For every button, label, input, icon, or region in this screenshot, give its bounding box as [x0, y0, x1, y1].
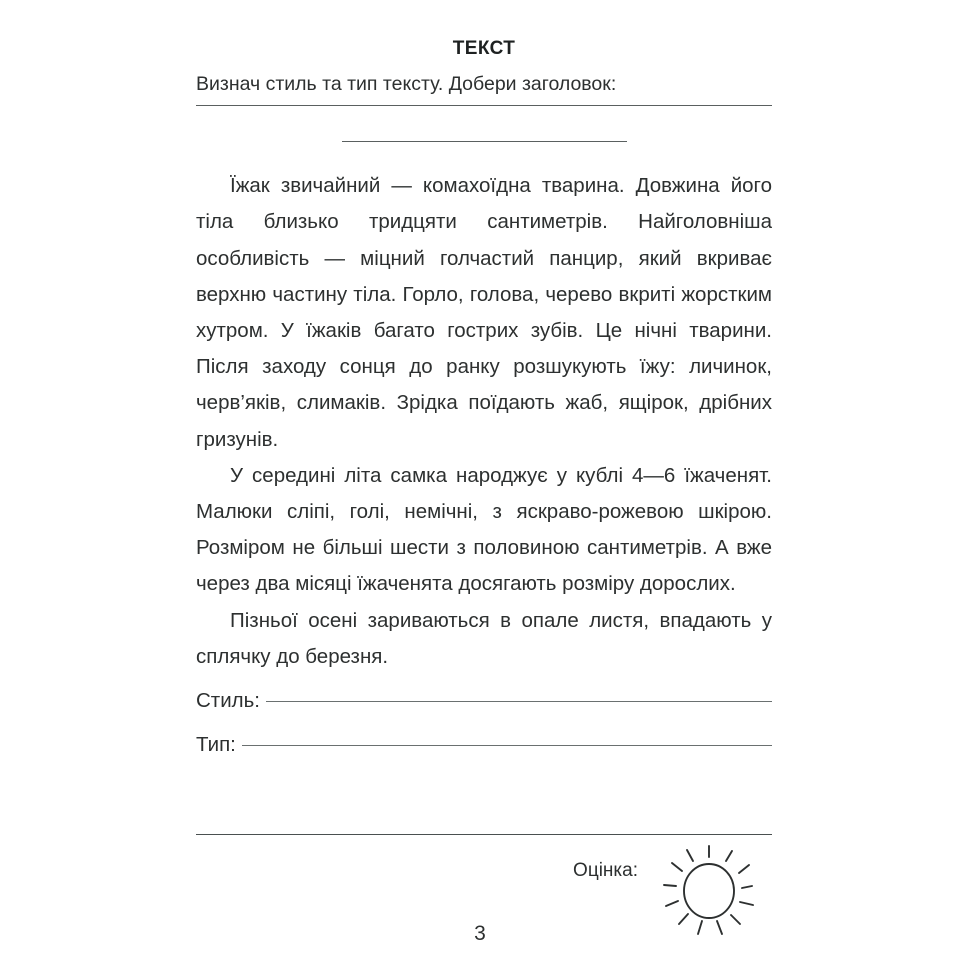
- passage-paragraph: Пізньої осені зариваються в опале листя, впадають у сплячку до березня.: [196, 608, 772, 668]
- passage-body: [196, 142, 772, 675]
- page-title: ТЕКСТ: [452, 38, 516, 59]
- type-field-input[interactable]: [242, 745, 772, 746]
- style-field-input[interactable]: [266, 701, 772, 702]
- type-field-label: Тип:: [196, 733, 236, 757]
- grade-label: Оцінка:: [573, 860, 638, 881]
- page-number: [0, 922, 970, 946]
- footer-divider: [196, 834, 772, 835]
- instruction-text: Визнач стиль та тип тексту. Добери заголовок:: [196, 72, 617, 95]
- style-field-row: [196, 683, 772, 719]
- passage-paragraph: У середині літа самка народжує у кублі 4—6 їжаченят. Малюки сліпі, голі, немічні, з яскраво-рожевою шкірою. Розміром не більші шести з половиною сантиметрів. А вже через два місяці їжаченята досягають розміру дорослих.: [196, 463, 772, 596]
- content-column: [196, 0, 772, 763]
- instruction-underline: [196, 105, 772, 106]
- page-number-value: 3: [474, 922, 486, 945]
- style-field-label: Стиль:: [196, 689, 260, 713]
- type-field-row: [196, 727, 772, 763]
- passage-paragraph: Їжак звичайний — комахоїдна тварина. Довжина його тіла близько тридцяти сантиметрів. Найголовніша особливість — міцний голчастий панцир, який вкриває верхню частину тіла. Горло, голова, черево вкриті жорстким хутром. У їжаків багато гострих зубів. Це нічні тварини. Після заходу сонця до ранку розшукують їжу: личинок, черв’яків, слимаків. Зрідка поїдають жаб, ящірок, дрібних гризунів.: [196, 174, 772, 451]
